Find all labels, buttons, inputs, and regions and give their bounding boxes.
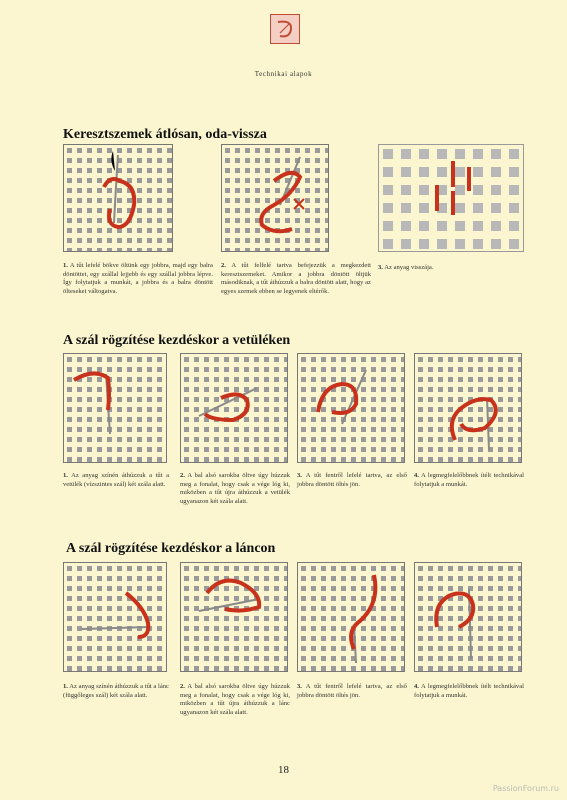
step-caption: 2. A tűt felfelé tartva befejezzük a megkezdett keresztszemeket. Amikor a jobbra döntött öltjük másodiknak, a tűt áthúzzuk a balra döntött alatt, hogy az egyes szemek ebben se legyenek eltérők. [221,262,371,295]
canvas-swatch-weft-1 [63,353,167,463]
canvas-swatch-weft-4 [414,353,522,463]
canvas-swatch-diagonal-2 [221,144,329,252]
chapter-title: Technikai alapok [254,70,313,78]
canvas-grid [184,357,288,462]
canvas-swatch-weft-3 [297,353,405,463]
step-caption: 2. A bal alsó sarokba öltve úgy húzzuk meg a fonalat, hogy csak a vége lóg ki, miközben a tűt újra áthúzzuk a lánc ugyanazon két szála alatt. [180,683,290,716]
step-caption: 3. Az anyag visszája. [378,264,434,271]
canvas-grid [67,566,167,671]
needle-thread-logo-icon [270,14,300,44]
step-caption: 1. Az anyag színén áthúzzuk a tűt a lánc (függőleges szál) két szála alatt. [63,683,169,699]
step-caption: 1. A tűt lefelé bökve öltünk egy jobbra, majd egy balra döntöttet, egy szállal lejjebb és egy szállal jobbra lépve. Így folytatjuk a munkát, a jobbra és a balra döntött ölteseket váltogatva. [63,262,213,295]
canvas-grid [67,357,167,462]
step-caption: 1. Az anyag színén áthúzzuk a tűt a vetülék (vízszintes szál) két szála alatt. [63,472,169,488]
step-caption: 4. A legmegfelelőbbnek ítélt technikával folytatjuk a munkát. [414,472,524,488]
canvas-swatch-warp-2 [180,562,288,672]
canvas-grid [67,148,172,252]
canvas-swatch-warp-3 [297,562,405,672]
step-caption: 4. A legmegfelelőbbnek ítélt technikával folytatjuk a munkát. [414,683,524,699]
canvas-grid [225,148,329,252]
canvas-swatch-warp-4 [414,562,522,672]
canvas-swatch-weft-2 [180,353,288,463]
canvas-swatch-warp-1 [63,562,167,672]
section-title-diagonal: Keresztszemek átlósan, oda-vissza [63,127,267,142]
step-caption: 3. A tűt fentről lefelé tartva, az első jobbra döntött öltés jön. [297,472,407,488]
page-number: 18 [278,764,289,776]
canvas-grid [418,357,522,462]
canvas-swatch-reverse [378,144,524,252]
canvas-swatch-diagonal-1 [63,144,173,252]
step-caption: 2. A bal alsó sarokba öltve úgy húzzuk meg a fonalat, hogy csak a vége lóg ki, miközben a tűt újra áthúzzuk a vetülék ugyanazon két szála alatt. [180,472,290,505]
step-caption: 3. A tűt fentről lefelé tartva, az első jobbra döntött öltés jön. [297,683,407,699]
section-title-warp: A szál rögzítése kezdéskor a láncon [66,541,276,556]
section-title-weft: A szál rögzítése kezdéskor a vetüléken [63,333,291,348]
watermark: PassionForum.ru [492,784,559,793]
canvas-grid [301,566,405,671]
